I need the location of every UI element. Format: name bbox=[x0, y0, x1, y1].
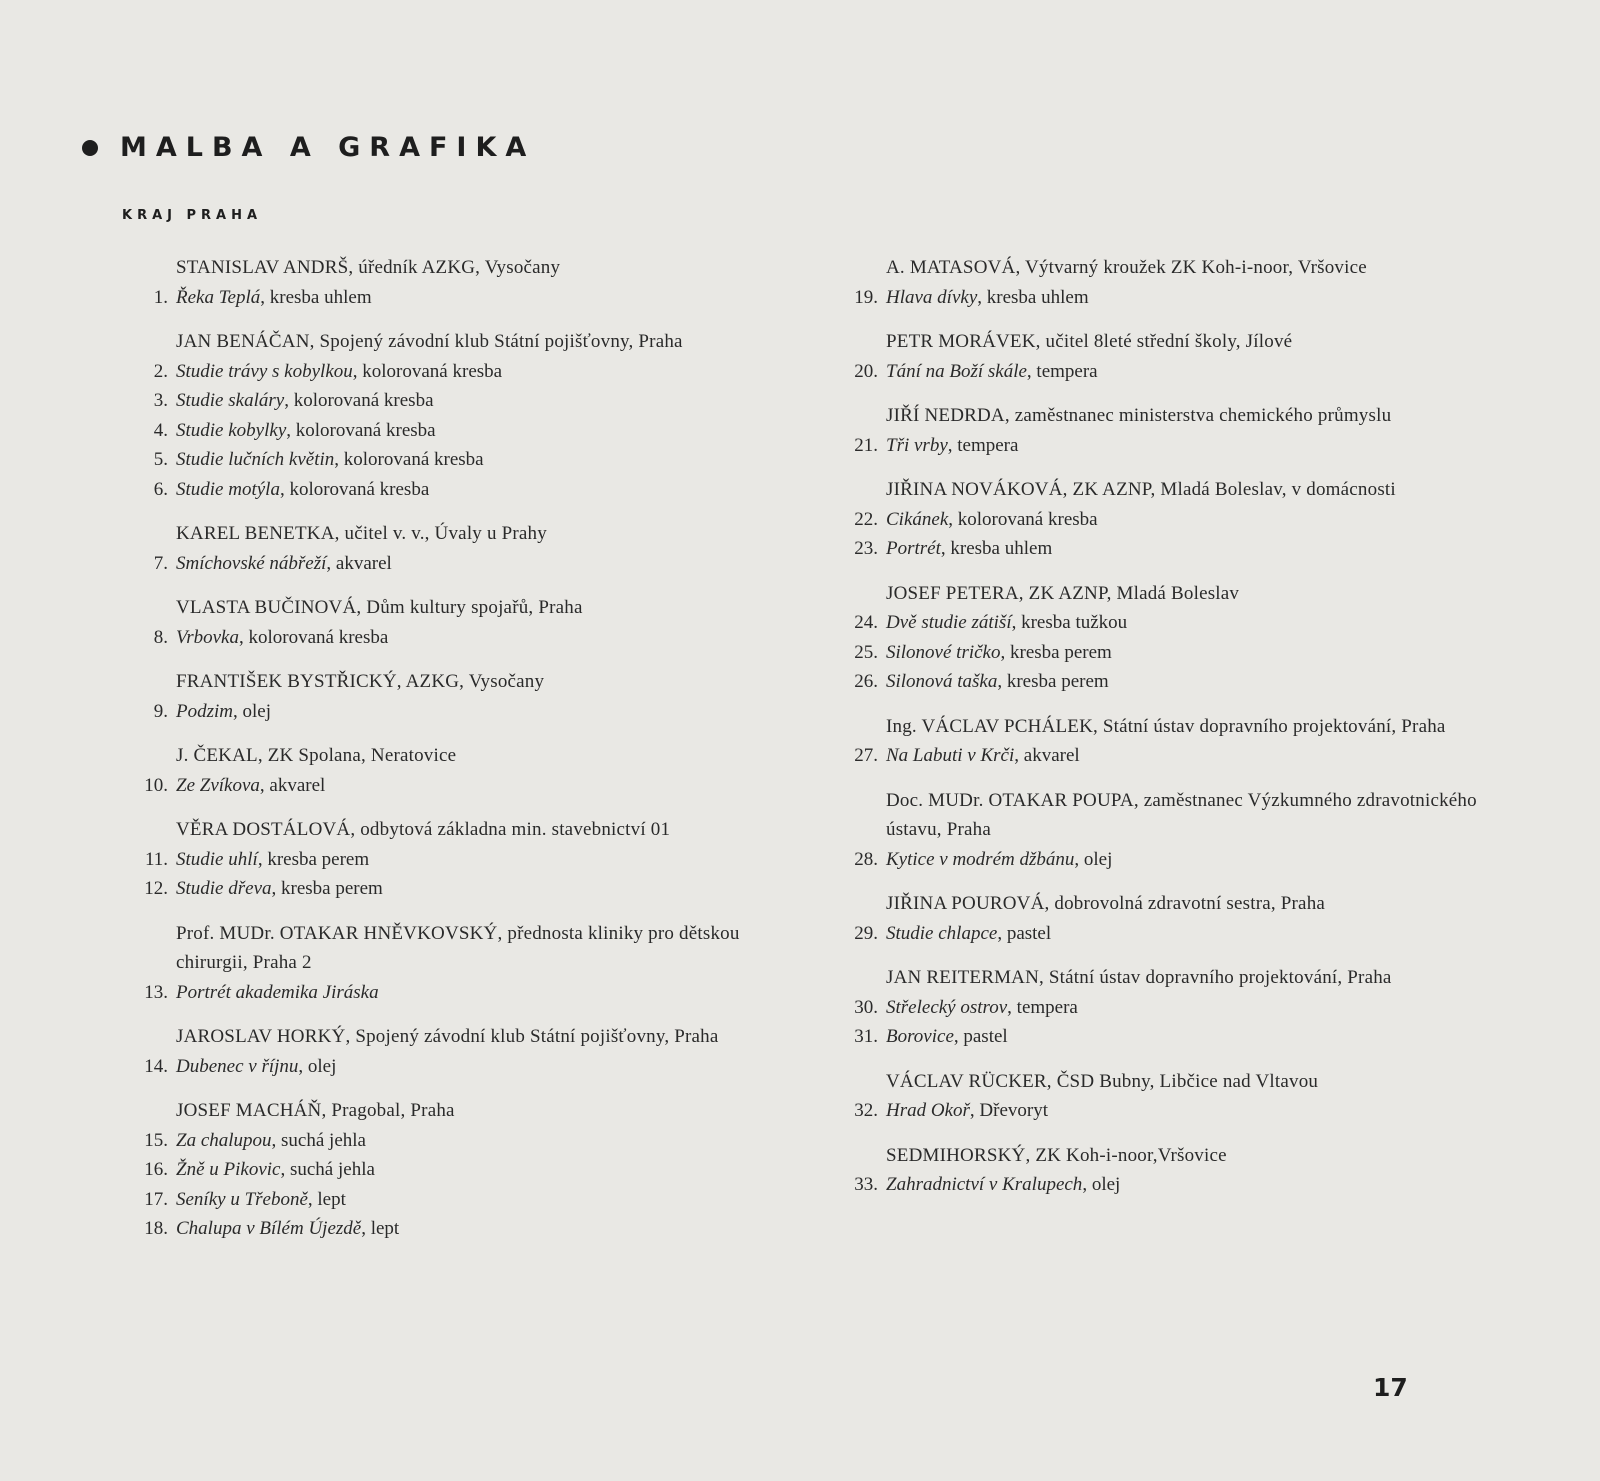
artwork-title: Zahradnictví v Kralupech bbox=[886, 1174, 1083, 1195]
artwork-item bbox=[127, 1214, 767, 1244]
artwork-title: Na Labuti v Krči bbox=[886, 745, 1015, 766]
artwork-item bbox=[127, 845, 767, 875]
artwork-text bbox=[886, 1096, 1048, 1126]
artwork-text bbox=[176, 386, 434, 416]
artist-entry: JAN REITERMAN, Státní ústav dopravního projektování, Praha bbox=[886, 967, 1392, 988]
artwork-technique: , kresba uhlem bbox=[940, 538, 1053, 559]
artwork-number: 4. bbox=[153, 419, 168, 441]
artwork-number: 30. bbox=[854, 996, 878, 1018]
artwork-technique: , Dřevoryt bbox=[969, 1100, 1049, 1121]
artist-entry: JIŘINA NOVÁKOVÁ, ZK AZNP, Mladá Boleslav, v domácnosti bbox=[886, 479, 1396, 500]
artwork-title: Ze Zvíkova bbox=[176, 774, 260, 796]
artwork-title: Dubenec v říjnu bbox=[176, 1055, 299, 1077]
artwork-title: Řeka Teplá bbox=[176, 286, 261, 308]
artwork-item bbox=[829, 1022, 1489, 1052]
artwork-title: Střelecký ostrov bbox=[886, 996, 1008, 1018]
artist-entry: JOSEF MACHÁŇ, Pragobal, Praha bbox=[176, 1100, 455, 1121]
artwork-text bbox=[886, 845, 1112, 875]
artwork-number: 11. bbox=[144, 848, 168, 870]
artwork-item bbox=[127, 1185, 767, 1215]
artwork-item bbox=[829, 741, 1489, 771]
artwork-item bbox=[127, 445, 767, 475]
artwork-technique: , suchá jehla bbox=[271, 1129, 366, 1151]
artwork-technique: , tempera bbox=[1007, 996, 1078, 1018]
artwork-technique: , kolorovaná kresba bbox=[284, 390, 434, 411]
artwork-title: Studie motýla bbox=[176, 478, 280, 500]
artwork-number: 33. bbox=[854, 1174, 878, 1195]
artwork-item bbox=[127, 475, 767, 505]
artwork-text bbox=[886, 608, 1127, 638]
artwork-technique: , kolorovaná kresba bbox=[238, 626, 389, 648]
artist-entry: PETR MORÁVEK, učitel 8leté střední školy, Jílové bbox=[886, 331, 1293, 352]
artwork-number: 23. bbox=[854, 538, 878, 559]
artwork-number: 6. bbox=[153, 478, 168, 500]
artist-entry: JAN BENÁČAN, Spojený závodní klub Státní pojišťovny, Praha bbox=[176, 331, 683, 352]
artwork-technique: , kolorovaná kresba bbox=[948, 508, 1098, 530]
artwork-item bbox=[127, 1155, 767, 1185]
artwork-title: Portrét bbox=[886, 538, 941, 559]
artwork-text bbox=[176, 1126, 366, 1156]
artwork-text bbox=[176, 416, 436, 446]
artwork-technique: , kresba tužkou bbox=[1011, 612, 1128, 633]
artwork-text bbox=[886, 505, 1098, 535]
artwork-text bbox=[886, 993, 1078, 1023]
artwork-title: Studie skaláry bbox=[176, 390, 285, 411]
artwork-text bbox=[176, 283, 372, 313]
artwork-technique: , akvarel bbox=[259, 774, 326, 796]
artwork-title: Studie lučních květin bbox=[176, 449, 335, 470]
artwork-number: 1. bbox=[153, 286, 168, 308]
artwork-technique: , kresba perem bbox=[997, 671, 1109, 692]
artwork-technique: , akvarel bbox=[326, 552, 392, 574]
artwork-text bbox=[886, 1170, 1120, 1200]
artwork-text bbox=[886, 283, 1089, 313]
artwork-technique: , suchá jehla bbox=[280, 1159, 375, 1180]
artwork-text bbox=[176, 1052, 336, 1082]
artwork-technique: , olej bbox=[1074, 848, 1113, 870]
artwork-number: 28. bbox=[854, 848, 878, 870]
artwork-technique: , akvarel bbox=[1014, 745, 1080, 766]
artwork-title: Studie chlapce bbox=[886, 922, 998, 944]
artwork-number: 3. bbox=[153, 390, 168, 411]
artwork-technique: , kolorovaná kresba bbox=[286, 419, 436, 441]
artwork-item bbox=[829, 667, 1489, 697]
artwork-text bbox=[176, 845, 369, 875]
artwork-text bbox=[176, 1214, 399, 1244]
artwork-item bbox=[829, 638, 1489, 668]
artwork-title: Tři vrby bbox=[886, 434, 948, 456]
artwork-item bbox=[127, 1052, 767, 1082]
artist-entry: FRANTIŠEK BYSTŘICKÝ, AZKG, Vysočany bbox=[176, 671, 545, 692]
bullet-icon bbox=[82, 140, 98, 156]
artist-entry: Doc. MUDr. OTAKAR POUPA, zaměstnanec Výzkumného zdravotnického ústavu, Praha bbox=[886, 789, 1477, 840]
artwork-technique: , kresba perem bbox=[1000, 641, 1112, 663]
artwork-number: 12. bbox=[144, 878, 168, 899]
artwork-item bbox=[829, 1096, 1489, 1126]
artwork-title: Vrbovka bbox=[176, 626, 239, 648]
artist-entry: JIŘÍ NEDRDA, zaměstnanec ministerstva chemického průmyslu bbox=[886, 405, 1392, 426]
artwork-technique: , kolorovaná kresba bbox=[334, 449, 484, 470]
page-number: 17 bbox=[1373, 1373, 1408, 1402]
artwork-text bbox=[176, 978, 379, 1008]
artwork-text bbox=[176, 771, 325, 801]
artwork-technique: , lept bbox=[307, 1188, 346, 1210]
artwork-item bbox=[829, 283, 1489, 313]
artwork-item bbox=[127, 549, 767, 579]
artwork-text bbox=[886, 1022, 1008, 1052]
artwork-title: Podzim bbox=[176, 700, 233, 722]
artwork-text bbox=[886, 534, 1052, 564]
artwork-text bbox=[176, 549, 392, 579]
artwork-number: 17. bbox=[144, 1188, 168, 1210]
artwork-number: 16. bbox=[144, 1159, 168, 1180]
artist-entry: JAROSLAV HORKÝ, Spojený závodní klub Státní pojišťovny, Praha bbox=[176, 1026, 719, 1047]
artwork-item bbox=[127, 283, 767, 313]
artwork-number: 20. bbox=[854, 360, 878, 382]
artwork-title: Studie trávy s kobylkou bbox=[176, 360, 353, 382]
artwork-number: 5. bbox=[153, 449, 168, 470]
artwork-technique: , kresba perem bbox=[257, 848, 370, 870]
artwork-number: 29. bbox=[854, 922, 878, 944]
artwork-number: 8. bbox=[153, 626, 168, 648]
artwork-number: 32. bbox=[854, 1100, 878, 1121]
artwork-technique: , kolorovaná kresba bbox=[352, 360, 503, 382]
artist-entry: VÁCLAV RÜCKER, ČSD Bubny, Libčice nad Vltavou bbox=[886, 1070, 1319, 1092]
artwork-number: 7. bbox=[153, 552, 168, 574]
artwork-item bbox=[127, 874, 767, 904]
section-title-text: MALBA A GRAFIKA bbox=[120, 132, 536, 163]
artwork-title: Studie dřeva bbox=[176, 878, 272, 899]
artwork-number: 24. bbox=[854, 612, 878, 633]
artwork-number: 25. bbox=[854, 641, 878, 663]
artwork-number: 9. bbox=[153, 700, 168, 722]
artwork-technique: , pastel bbox=[953, 1026, 1008, 1047]
artwork-item bbox=[127, 386, 767, 416]
artwork-technique: , kresba perem bbox=[271, 878, 383, 899]
artwork-text bbox=[176, 697, 271, 727]
artwork-title: Chalupa v Bílém Újezdě bbox=[176, 1218, 362, 1239]
artwork-technique: , kolorovaná kresba bbox=[279, 478, 430, 500]
artwork-title: Hrad Okoř bbox=[886, 1100, 970, 1121]
artwork-number: 18. bbox=[144, 1218, 168, 1239]
artwork-number: 10. bbox=[144, 774, 168, 796]
artwork-title: Žně u Pikovic bbox=[176, 1159, 281, 1180]
artwork-technique: , olej bbox=[1082, 1174, 1121, 1195]
artwork-technique: , olej bbox=[298, 1055, 337, 1077]
artwork-item bbox=[127, 697, 767, 727]
artist-entry: VLASTA BUČINOVÁ, Dům kultury spojařů, Praha bbox=[176, 597, 583, 618]
left-column bbox=[127, 253, 767, 1244]
artwork-text bbox=[176, 1185, 346, 1215]
artwork-title: Silonové tričko bbox=[886, 641, 1001, 663]
artwork-text bbox=[886, 667, 1109, 697]
artwork-text bbox=[886, 638, 1112, 668]
artwork-technique: , pastel bbox=[997, 922, 1052, 944]
region-subtitle: KRAJ PRAHA bbox=[122, 208, 263, 223]
artwork-item bbox=[127, 623, 767, 653]
artwork-number: 14. bbox=[144, 1055, 168, 1077]
artist-entry: KAREL BENETKA, učitel v. v., Úvaly u Prahy bbox=[176, 523, 547, 544]
artwork-title: Za chalupou bbox=[176, 1129, 272, 1151]
artwork-title: Cikánek bbox=[886, 508, 949, 530]
artwork-text bbox=[176, 1155, 375, 1185]
artwork-number: 26. bbox=[854, 671, 878, 692]
artwork-text bbox=[176, 874, 383, 904]
section-title bbox=[82, 132, 535, 163]
artwork-text bbox=[176, 623, 388, 653]
artwork-text bbox=[886, 357, 1098, 387]
artwork-number: 2. bbox=[153, 360, 168, 382]
artist-entry: Ing. VÁCLAV PCHÁLEK, Státní ústav dopravního projektování, Praha bbox=[886, 715, 1446, 737]
artwork-number: 31. bbox=[854, 1026, 878, 1047]
artwork-technique: , tempera bbox=[1026, 360, 1098, 382]
artist-entry: STANISLAV ANDRŠ, úředník AZKG, Vysočany bbox=[176, 257, 561, 278]
artwork-text bbox=[886, 741, 1080, 771]
artwork-item bbox=[829, 357, 1489, 387]
artwork-title: Seníky u Třeboně bbox=[176, 1188, 308, 1210]
artwork-technique: , olej bbox=[233, 700, 271, 722]
artwork-text bbox=[886, 431, 1018, 461]
artwork-item bbox=[127, 978, 767, 1008]
artwork-title: Smíchovské nábřeží bbox=[176, 552, 327, 574]
artwork-title: Portrét akademika Jiráska bbox=[176, 981, 379, 1003]
artwork-title: Silonová taška bbox=[886, 671, 998, 692]
artwork-text bbox=[886, 919, 1051, 949]
artwork-technique: , tempera bbox=[947, 434, 1019, 456]
artwork-title: Kytice v modrém džbánu bbox=[886, 848, 1075, 870]
artwork-item bbox=[829, 534, 1489, 564]
artist-entry: JIŘINA POUROVÁ, dobrovolná zdravotní sestra, Praha bbox=[886, 893, 1326, 914]
artist-entry: JOSEF PETERA, ZK AZNP, Mladá Boleslav bbox=[886, 582, 1240, 604]
artist-entry: J. ČEKAL, ZK Spolana, Neratovice bbox=[176, 745, 457, 766]
artist-entry: VĚRA DOSTÁLOVÁ, odbytová základna min. stavebnictví 01 bbox=[176, 819, 671, 840]
artwork-item bbox=[127, 357, 767, 387]
artwork-item bbox=[829, 993, 1489, 1023]
artist-entry: A. MATASOVÁ, Výtvarný kroužek ZK Koh-i-noor, Vršovice bbox=[886, 257, 1367, 278]
artwork-number: 15. bbox=[144, 1129, 168, 1151]
artist-entry: Prof. MUDr. OTAKAR HNĚVKOVSKÝ, přednosta kliniky pro dětskou chirurgii, Praha 2 bbox=[176, 922, 740, 973]
artwork-text bbox=[176, 475, 429, 505]
artwork-title: Studie kobylky bbox=[176, 419, 287, 441]
artwork-item bbox=[127, 416, 767, 446]
artwork-item bbox=[829, 1170, 1489, 1200]
artwork-number: 19. bbox=[854, 286, 878, 308]
artwork-text bbox=[176, 445, 484, 475]
artwork-item bbox=[829, 919, 1489, 949]
artwork-number: 27. bbox=[854, 745, 878, 766]
artwork-title: Dvě studie zátiší bbox=[886, 612, 1012, 633]
artwork-title: Studie uhlí bbox=[176, 848, 258, 870]
artwork-number: 13. bbox=[144, 981, 168, 1003]
artwork-item bbox=[127, 1126, 767, 1156]
artwork-text bbox=[176, 357, 502, 387]
artwork-number: 21. bbox=[854, 434, 878, 456]
artwork-title: Borovice bbox=[886, 1026, 954, 1047]
artwork-title: Tání na Boží skále bbox=[886, 360, 1027, 382]
artwork-item bbox=[127, 771, 767, 801]
artwork-technique: , kresba uhlem bbox=[260, 286, 372, 308]
artwork-number: 22. bbox=[854, 508, 878, 530]
artwork-technique: , lept bbox=[361, 1218, 400, 1239]
right-column bbox=[829, 253, 1489, 1200]
artwork-item bbox=[829, 845, 1489, 875]
artwork-item bbox=[829, 608, 1489, 638]
artwork-title: Hlava dívky bbox=[886, 286, 978, 308]
artwork-item bbox=[829, 431, 1489, 461]
artist-entry: SEDMIHORSKÝ, ZK Koh-i-noor,Vršovice bbox=[886, 1144, 1227, 1166]
artwork-item bbox=[829, 505, 1489, 535]
artwork-technique: , kresba uhlem bbox=[977, 286, 1089, 308]
